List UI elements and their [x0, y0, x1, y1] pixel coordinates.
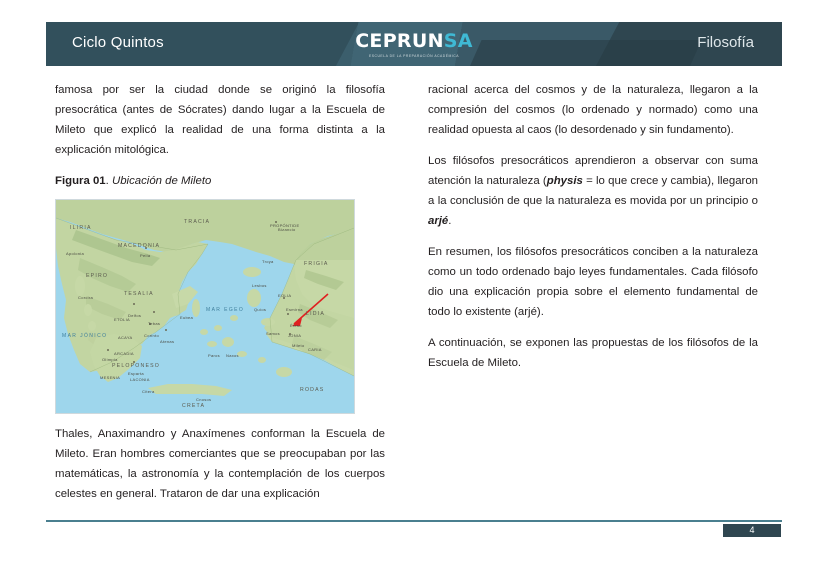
map-label: EOLIA [278, 293, 292, 298]
left-paragraph-2: Thales, Anaximandro y Anaxímenes conforman la Escuela de Mileto. Eran hombres comerciantes que se preocupaban por las matemáticas, la astronomía y la contemplación de los cuerpos celestes en general. Trataron de dar una explicación [55, 428, 385, 500]
map-label: MACEDONIA [118, 243, 161, 249]
figure-caption-text: Ubicación de Mileto [111, 175, 212, 187]
map-label: Esmirna [286, 307, 303, 312]
map-label: Éfeso [290, 323, 302, 328]
map-label: Naxos [226, 353, 239, 358]
map-label: EPIRO [86, 273, 109, 279]
map-figure-ubicacion-de-mileto [55, 199, 355, 414]
logo-wordmark [46, 30, 782, 52]
header-subject-title: Filosofía [697, 34, 754, 51]
map-label: Mileto [292, 343, 305, 348]
map-label: ETOLIA [114, 317, 130, 322]
map-label: Tebas [148, 321, 161, 326]
figure-caption-separator: . [105, 175, 112, 187]
map-label: Olimpia [102, 357, 118, 362]
map-label: Atenas [160, 339, 175, 344]
figure-caption-label: Figura 01 [55, 175, 106, 187]
map-label: Troya [262, 259, 274, 264]
map-label: Quíos [254, 307, 267, 312]
map-label: Lesbos [252, 283, 267, 288]
right-paragraph-2 [428, 151, 758, 231]
logo-tagline: ESCUELA DE LA PREPARACIÓN ACADÉMICA [369, 54, 459, 58]
left-text-column [55, 80, 385, 515]
map-label: CARIA [308, 347, 322, 352]
map-label: LACONIA [130, 377, 150, 382]
map-label: Bizancio [278, 227, 296, 232]
page-header [46, 22, 782, 66]
ceprunsa-logo [46, 30, 782, 58]
map-label: LIDIA [306, 311, 325, 317]
map-label: ILIRIA [70, 225, 92, 231]
left-paragraph-1: famosa por ser la ciudad donde se originó la filosofía presocrática (antes de Sócrates) dando lugar a la Escuela de Mileto que explicó la realidad de una forma distinta a la explicación mitológica. [55, 84, 385, 156]
term-physis: physis [546, 175, 583, 187]
map-label: Paros [208, 353, 220, 358]
map-label: Cnosos [196, 397, 212, 402]
map-label: Corinto [144, 333, 159, 338]
right-paragraph-2-part-a: Los filósofos presocráticos aprendieron a observar con suma atención la naturaleza ( [428, 155, 758, 187]
right-paragraph-2-part-b: = lo que crece y cambia), llegaron a la conclusión de que la naturaleza es movida por un principio o [428, 175, 758, 207]
map-label: TRACIA [184, 219, 211, 225]
logo-wordmark-accent: SA [443, 30, 473, 52]
right-paragraph-3: En resumen, los filósofos presocráticos conciben a la naturaleza como un todo ordenado bajo leyes fundamentales. Cada filósofo dio una explicación propia sobre el elemento fundamental de todo lo existente (arjé). [428, 246, 758, 318]
map-label: MAR JÓNICO [62, 333, 108, 339]
footer-divider [46, 520, 782, 522]
map-label: ACAYA [118, 335, 133, 340]
header-cycle-title: Ciclo Quintos [72, 34, 164, 51]
map-label: Apolonia [66, 251, 84, 256]
map-label: Eubea [180, 315, 194, 320]
map-label: Pella [140, 253, 151, 258]
map-label: Delfos [128, 313, 142, 318]
map-label: PROPÓNTIDE [270, 223, 300, 228]
term-arje: arjé [428, 215, 449, 227]
map-label: PELOPONESO [112, 363, 161, 369]
map-label: Citera [142, 389, 155, 394]
map-label: Samos [266, 331, 280, 336]
map-label: Esparta [128, 371, 144, 376]
right-text-column [428, 80, 758, 384]
map-label: MESENIA [100, 375, 121, 380]
page-number-badge: 4 [723, 524, 781, 537]
map-label: RODAS [300, 387, 325, 393]
map-label: Corcira [78, 295, 93, 300]
map-label: FRIGIA [304, 261, 329, 267]
map-label: CRETA [182, 403, 206, 409]
map-label: JONIA [288, 333, 302, 338]
right-paragraph-1: racional acerca del cosmos y de la naturaleza, llegaron a la compresión del cosmos (lo ordenado y normado) como una realidad opuesta al caos (lo desordenado y sin fundamento). [428, 84, 758, 136]
figure-caption [55, 171, 385, 191]
map-label: TESALIA [124, 291, 154, 297]
map-label: MAR EGEO [206, 307, 245, 313]
logo-wordmark-main: CEPRUN [355, 30, 444, 52]
map-label: ARCADIA [114, 351, 134, 356]
right-paragraph-2-part-c: . [448, 215, 452, 227]
right-paragraph-4: A continuación, se exponen las propuestas de los filósofos de la Escuela de Mileto. [428, 337, 758, 369]
